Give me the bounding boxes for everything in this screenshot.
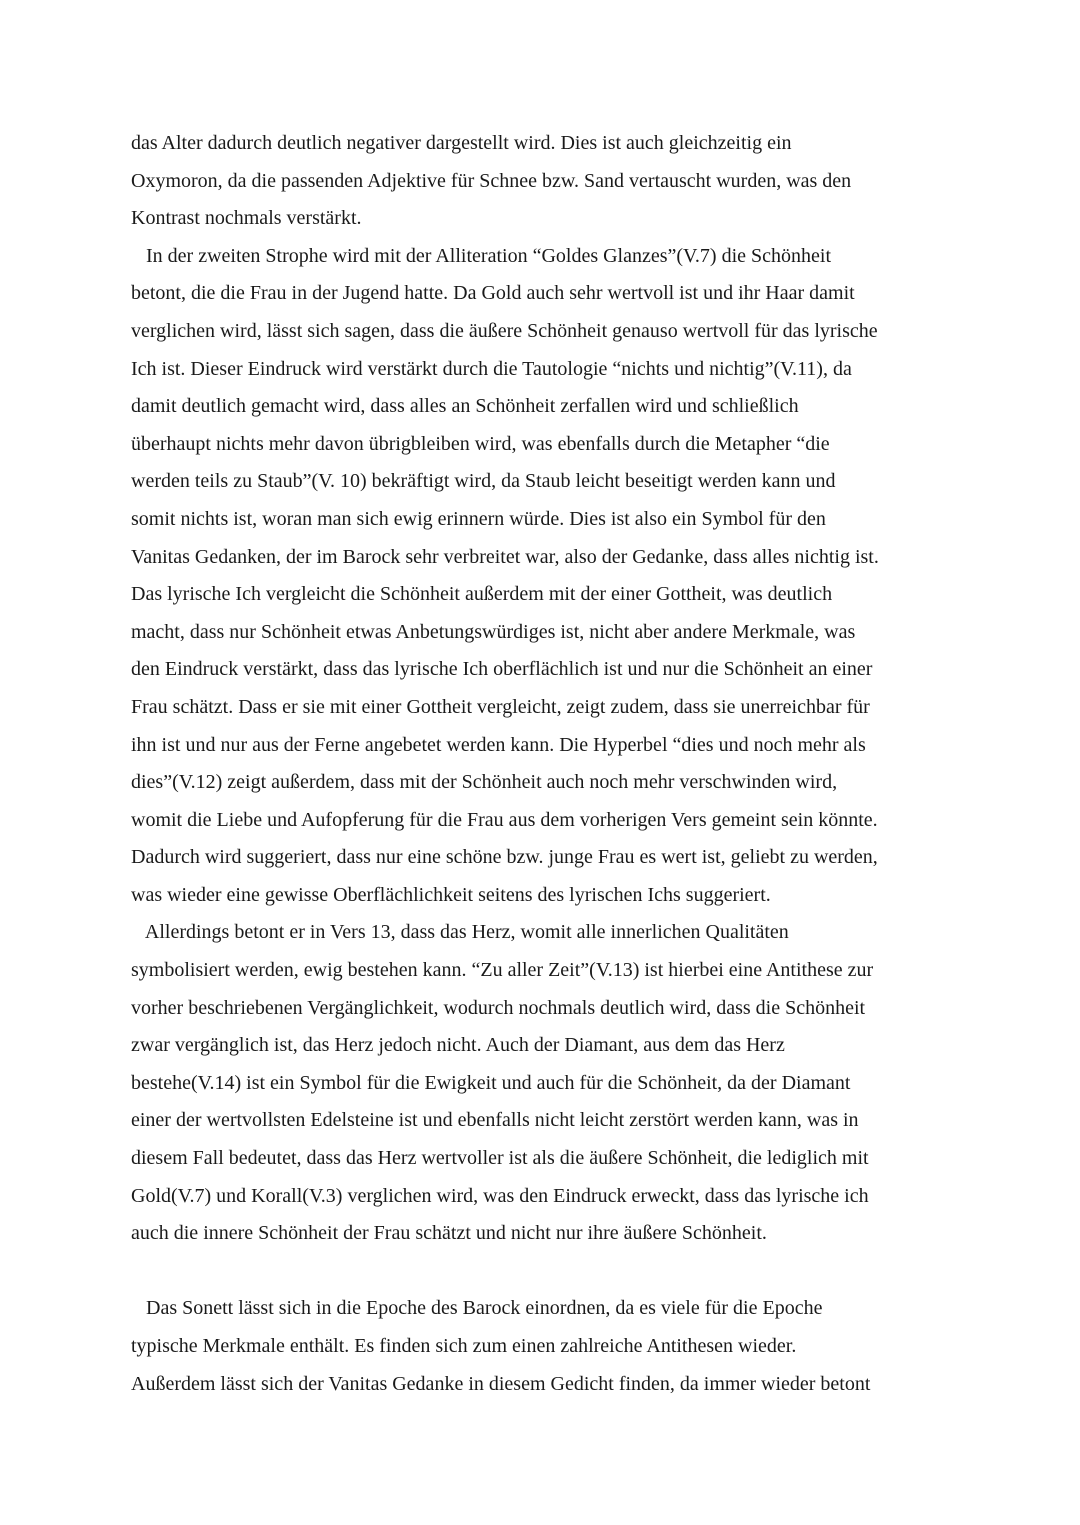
text-line: diesem Fall bedeutet, dass das Herz wertvoller ist als die äußere Schönheit, die lediglich mit [131, 1147, 869, 1170]
text-line: zwar vergänglich ist, das Herz jedoch nicht. Auch der Diamant, aus dem das Herz [131, 1034, 785, 1057]
text-line: was wieder eine gewisse Oberflächlichkeit seitens des lyrischen Ichs suggeriert. [131, 883, 771, 906]
text-line: In der zweiten Strophe wird mit der Alliteration “Goldes Glanzes”(V.7) die Schönheit [131, 244, 831, 267]
text-line: Vanitas Gedanken, der im Barock sehr verbreitet war, also der Gedanke, dass alles nichtig ist. [131, 545, 879, 568]
text-line: betont, die die Frau in der Jugend hatte. Da Gold auch sehr wertvoll ist und ihr Haar damit [131, 282, 855, 305]
paragraph-gap [131, 1253, 961, 1291]
text-line: den Eindruck verstärkt, dass das lyrische Ich oberflächlich ist und nur die Schönheit an einer [131, 658, 873, 681]
text-line: typische Merkmale enthält. Es finden sich zum einen zahlreiche Antithesen wieder. [131, 1335, 797, 1357]
text-line: Das Sonett lässt sich in die Epoche des Barock einordnen, da es viele für die Epoche [131, 1297, 823, 1320]
text-line: Oxymoron, da die passenden Adjektive für Schnee bzw. Sand vertauscht wurden, was den [131, 169, 852, 192]
text-line: Dadurch wird suggeriert, dass nur eine schöne bzw. junge Frau es wert ist, geliebt zu werden, [131, 846, 878, 869]
text-line: ihn ist und nur aus der Ferne angebetet werden kann. Die Hyperbel “dies und noch mehr als [131, 733, 866, 756]
text-line: überhaupt nichts mehr davon übrigbleiben wird, was ebenfalls durch die Metapher “die [131, 432, 830, 455]
text-line: macht, dass nur Schönheit etwas Anbetungswürdiges ist, nicht aber andere Merkmale, was [131, 620, 856, 643]
text-line: symbolisiert werden, ewig bestehen kann. “Zu aller Zeit”(V.13) ist hierbei eine Antithese zur [131, 959, 874, 982]
text-line: Außerdem lässt sich der Vanitas Gedanke in diesem Gedicht finden, da immer wieder betont [131, 1372, 871, 1395]
text-line: verglichen wird, lässt sich sagen, dass die äußere Schönheit genauso wertvoll für das lyrische [131, 319, 878, 342]
text-line: das Alter dadurch deutlich negativer dargestellt wird. Dies ist auch gleichzeitig ein [131, 132, 792, 154]
text-line: damit deutlich gemacht wird, dass alles an Schönheit zerfallen wird und schließlich [131, 395, 799, 418]
text-line: auch die innere Schönheit der Frau schätzt und nicht nur ihre äußere Schönheit. [131, 1222, 767, 1245]
text-line: Frau schätzt. Dass er sie mit einer Gottheit vergleicht, zeigt zudem, dass sie unerreichbar für [131, 695, 870, 718]
text-line: Das lyrische Ich vergleicht die Schönheit außerdem mit der einer Gottheit, was deutlich [131, 583, 833, 606]
text-line: somit nichts ist, woran man sich ewig erinnern würde. Dies ist also ein Symbol für den [131, 507, 826, 530]
text-line: einer der wertvollsten Edelsteine ist und ebenfalls nicht leicht zerstört werden kann, was in [131, 1109, 859, 1132]
text-line: Allerdings betont er in Vers 13, dass das Herz, womit alle innerlichen Qualitäten [131, 921, 789, 944]
text-line: Gold(V.7) und Korall(V.3) verglichen wird, was den Eindruck erweckt, dass das lyrische ich [131, 1184, 869, 1207]
text-line: werden teils zu Staub”(V. 10) bekräftigt wird, da Staub leicht beseitigt werden kann und [131, 470, 836, 493]
text-line: womit die Liebe und Aufopferung für die Frau aus dem vorherigen Vers gemeint sein könnte. [131, 808, 878, 831]
text-line: Kontrast nochmals verstärkt. [131, 207, 362, 230]
body-text [131, 125, 961, 1403]
text-line: vorher beschriebenen Vergänglichkeit, wodurch nochmals deutlich wird, dass die Schönheit [131, 996, 866, 1019]
text-line: Ich ist. Dieser Eindruck wird verstärkt durch die Tautologie “nichts und nichtig”(V.11), da [131, 357, 852, 380]
text-line: dies”(V.12) zeigt außerdem, dass mit der Schönheit auch noch mehr verschwinden wird, [131, 771, 838, 794]
text-line: bestehe(V.14) ist ein Symbol für die Ewigkeit und auch für die Schönheit, da der Diamant [131, 1071, 851, 1094]
